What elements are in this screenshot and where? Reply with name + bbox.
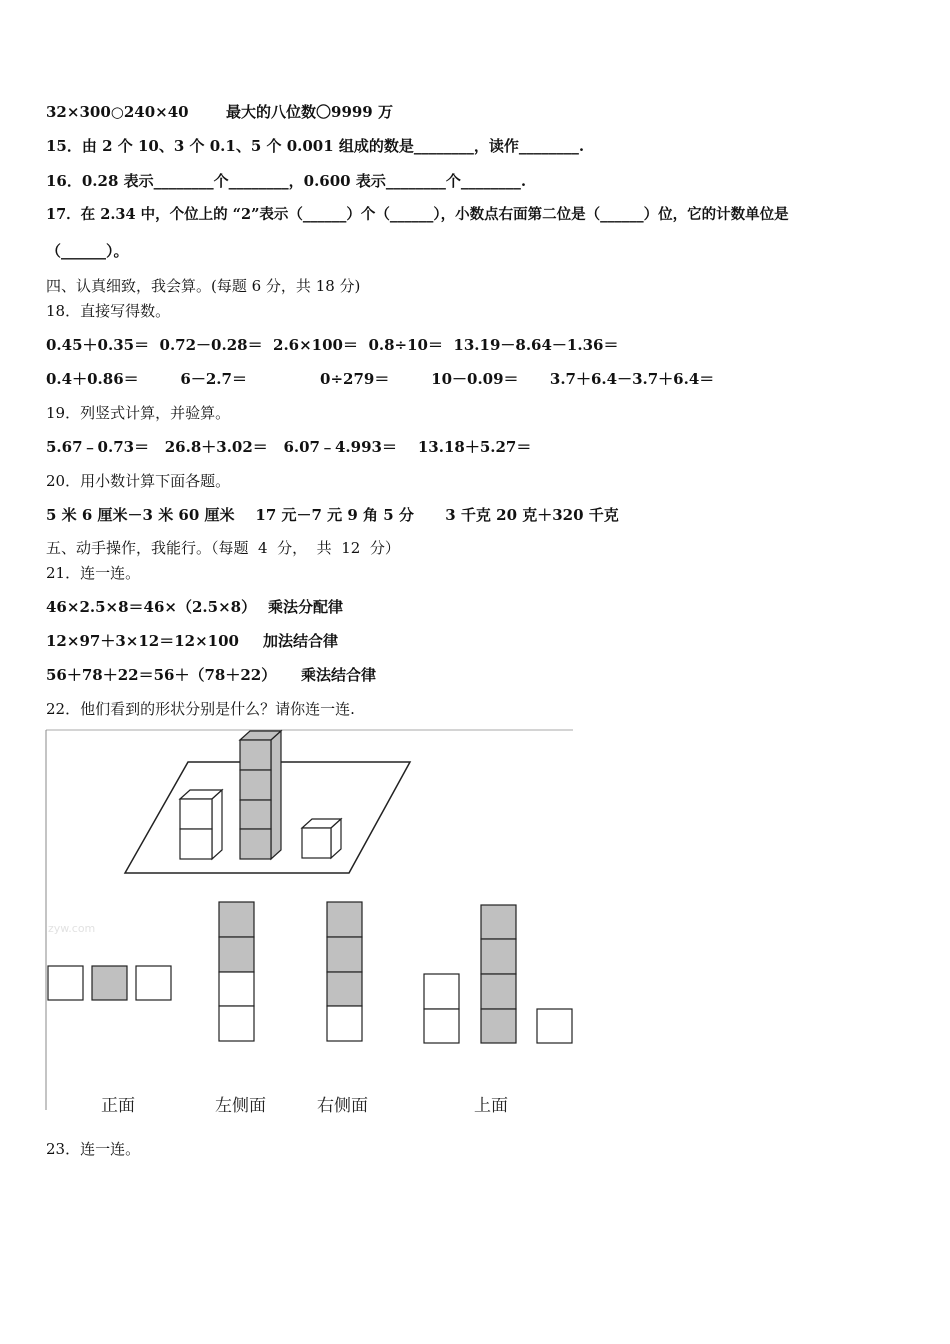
tall-cube-stack	[240, 731, 281, 859]
caption-front: 正面	[101, 1096, 135, 1116]
question-17-cont: （______）。	[46, 242, 129, 260]
section-5-heading: 五、动手操作，我能行。（每题 4 分， 共 12 分）	[46, 539, 400, 557]
question-15: 15．由 2 个 10、3 个 0.1、5 个 0.001 组成的数是________，读作________.	[46, 137, 585, 155]
watermark: zyw.com	[48, 922, 96, 935]
q21-left-2: 12×97＋3×12＝12×100	[46, 632, 239, 650]
section-4-heading: 四、认真细致，我会算。(每题 6 分，共 18 分)	[46, 277, 361, 295]
caption-left-side: 左侧面	[215, 1096, 266, 1116]
q21-left-1: 46×2.5×8＝46×（2.5×8）	[46, 598, 257, 616]
q21-left-3: 56＋78＋22＝56＋（78＋22）	[46, 666, 277, 684]
q21-right-1: 乘法分配律	[268, 598, 344, 616]
left-cube-stack	[180, 790, 222, 859]
question-23: 23．连一连。	[46, 1140, 141, 1158]
question-22: 22．他们看到的形状分别是什么？请你连一连.	[46, 700, 355, 718]
question-19: 19．列竖式计算，并验算。	[46, 404, 231, 422]
compare-line-1: 32×300○240×40	[46, 103, 189, 121]
question-20-row: 5 米 6 厘米－3 米 60 厘米 17 元－7 元 9 角 5 分 3 千克 20 克＋320 千克	[46, 506, 619, 524]
question-21: 21．连一连。	[46, 564, 141, 582]
view-shape-3	[327, 902, 362, 1041]
question-18-row-1: 0.45＋0.35＝ 0.72－0.28＝ 2.6×100＝ 0.8÷10＝ 13.19－8.64－1.36＝	[46, 336, 619, 354]
view-shape-2	[219, 902, 254, 1041]
view-shape-1	[48, 966, 171, 1000]
caption-top: 上面	[474, 1096, 508, 1116]
question-18: 18．直接写得数。	[46, 302, 171, 320]
question-16: 16．0.28 表示________个________，0.600 表示________个________.	[46, 172, 527, 190]
question-18-row-2: 0.4＋0.86＝ 6－2.7＝ 0÷279＝ 10－0.09＝ 3.7＋6.4－3.7＋6.4＝	[46, 370, 715, 388]
view-shape-4	[424, 905, 572, 1043]
caption-right-side: 右侧面	[317, 1096, 368, 1116]
question-20: 20．用小数计算下面各题。	[46, 472, 231, 490]
question-17: 17．在 2.34 中，个位上的 “2”表示（______）个（______），小数点右面第二位是（______）位，它的计数单位是	[46, 206, 789, 223]
q21-right-2: 加法结合律	[263, 632, 339, 650]
small-cube	[302, 819, 341, 858]
question-19-row: 5.67﹣0.73＝ 26.8＋3.02＝ 6.07﹣4.993＝ 13.18＋5.27＝	[46, 438, 532, 456]
q21-right-3: 乘法结合律	[301, 666, 377, 684]
compare-line-2: 最大的八位数〇9999 万	[226, 103, 393, 121]
